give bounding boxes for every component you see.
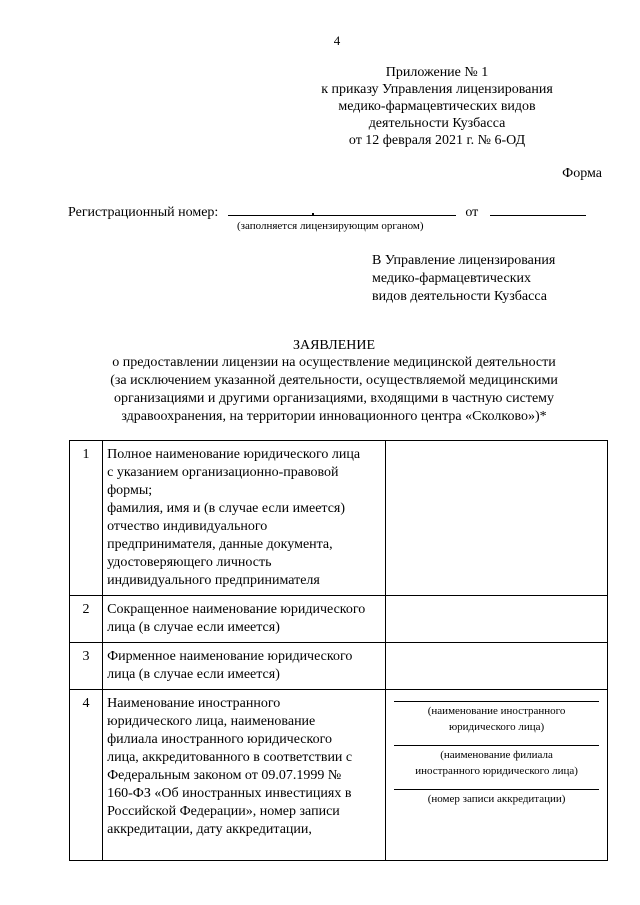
desc-line: лица (в случае если имеется)	[107, 620, 280, 635]
subfield-caption: (наименование иностранного	[427, 705, 566, 717]
table-row	[70, 690, 608, 861]
desc-line: юридического лица, наименование	[107, 714, 316, 729]
addressee-block	[372, 252, 612, 306]
row-number: 4	[70, 690, 103, 861]
subtitle-line: здравоохранения, на территории инновационного центра «Сколково»)*	[121, 409, 547, 424]
desc-line: Федеральным законом от 09.07.1999 №	[107, 768, 342, 783]
table-row	[70, 441, 608, 596]
desc-line: индивидуального предпринимателя	[107, 573, 320, 588]
row-number: 1	[70, 441, 103, 596]
application-table	[69, 440, 608, 861]
appendix-line: Приложение № 1	[385, 65, 489, 80]
table-row	[70, 596, 608, 643]
short-name-value-field[interactable]	[386, 596, 608, 643]
row-description	[103, 690, 386, 861]
appendix-line: медико-фармацевтических видов	[338, 99, 536, 114]
desc-line: формы;	[107, 483, 153, 498]
row-description	[103, 643, 386, 690]
desc-line: Сокращенное наименование юридического	[107, 602, 366, 617]
subfield-caption: (наименование филиала	[440, 749, 553, 761]
appendix-line: от 12 февраля 2021 г. № 6-ОД	[348, 133, 526, 148]
desc-line: удостоверяющего личность	[107, 555, 272, 570]
full-name-value-field[interactable]	[386, 441, 608, 596]
row-description	[103, 596, 386, 643]
desc-line: лица (в случае если имеется)	[107, 667, 280, 682]
subfield-caption: иностранного юридического лица)	[415, 765, 578, 777]
desc-line: 160-ФЗ «Об иностранных инвестициях в	[107, 786, 352, 801]
registration-number-label: Регистрационный номер:	[68, 205, 219, 220]
desc-line: Наименование иностранного	[107, 696, 281, 711]
desc-line: отчество индивидуального	[107, 519, 268, 534]
row-description	[103, 441, 386, 596]
desc-line: Фирменное наименование юридического	[107, 649, 353, 664]
foreign-entity-name-field[interactable]	[394, 701, 599, 735]
registration-note: (заполняется лицензирующим органом)	[237, 220, 424, 232]
subfield-caption: юридического лица)	[448, 721, 545, 733]
registration-date-label: от	[465, 205, 479, 220]
registration-date-field[interactable]	[490, 201, 586, 216]
foreign-entity-value-cell	[386, 690, 608, 861]
row-number: 2	[70, 596, 103, 643]
appendix-line: к приказу Управления лицензирования	[321, 82, 553, 97]
appendix-header	[300, 64, 574, 149]
subtitle-line: (за исключением указанной деятельности, осуществляемой медицинскими	[110, 373, 558, 388]
row-number: 3	[70, 643, 103, 690]
document-subtitle	[50, 354, 618, 426]
desc-line: Российской Федерации», номер записи	[107, 804, 340, 819]
subtitle-line: организациями и другими организациями, входящими в частную систему	[113, 391, 555, 406]
desc-line: аккредитации, дату аккредитации,	[107, 822, 312, 837]
table-row	[70, 643, 608, 690]
desc-line: лица, аккредитованного в соответствии с	[107, 750, 353, 765]
accreditation-number-field[interactable]	[394, 789, 599, 807]
subtitle-line: о предоставлении лицензии на осуществление медицинской деятельности	[112, 355, 556, 370]
branch-name-field[interactable]	[394, 745, 599, 779]
registration-number-field[interactable]	[228, 201, 456, 216]
subfield-caption: (номер записи аккредитации)	[427, 793, 566, 805]
desc-line: фамилия, имя и (в случае если имеется)	[107, 501, 346, 516]
page-number: 4	[333, 33, 341, 48]
form-label: Форма	[562, 166, 602, 181]
addressee-line: видов деятельности Кузбасса	[372, 289, 547, 304]
document-title: ЗАЯВЛЕНИЕ	[292, 338, 376, 353]
desc-line: филиала иностранного юридического	[107, 732, 332, 747]
brand-name-value-field[interactable]	[386, 643, 608, 690]
desc-line: с указанием организационно-правовой	[107, 465, 339, 480]
appendix-line: деятельности Кузбасса	[368, 116, 506, 131]
desc-line: предпринимателя, данные документа,	[107, 537, 333, 552]
registration-row	[68, 201, 598, 221]
desc-line: Полное наименование юридического лица	[107, 447, 361, 462]
addressee-line: медико-фармацевтических	[372, 271, 531, 286]
addressee-line: В Управление лицензирования	[372, 253, 556, 268]
